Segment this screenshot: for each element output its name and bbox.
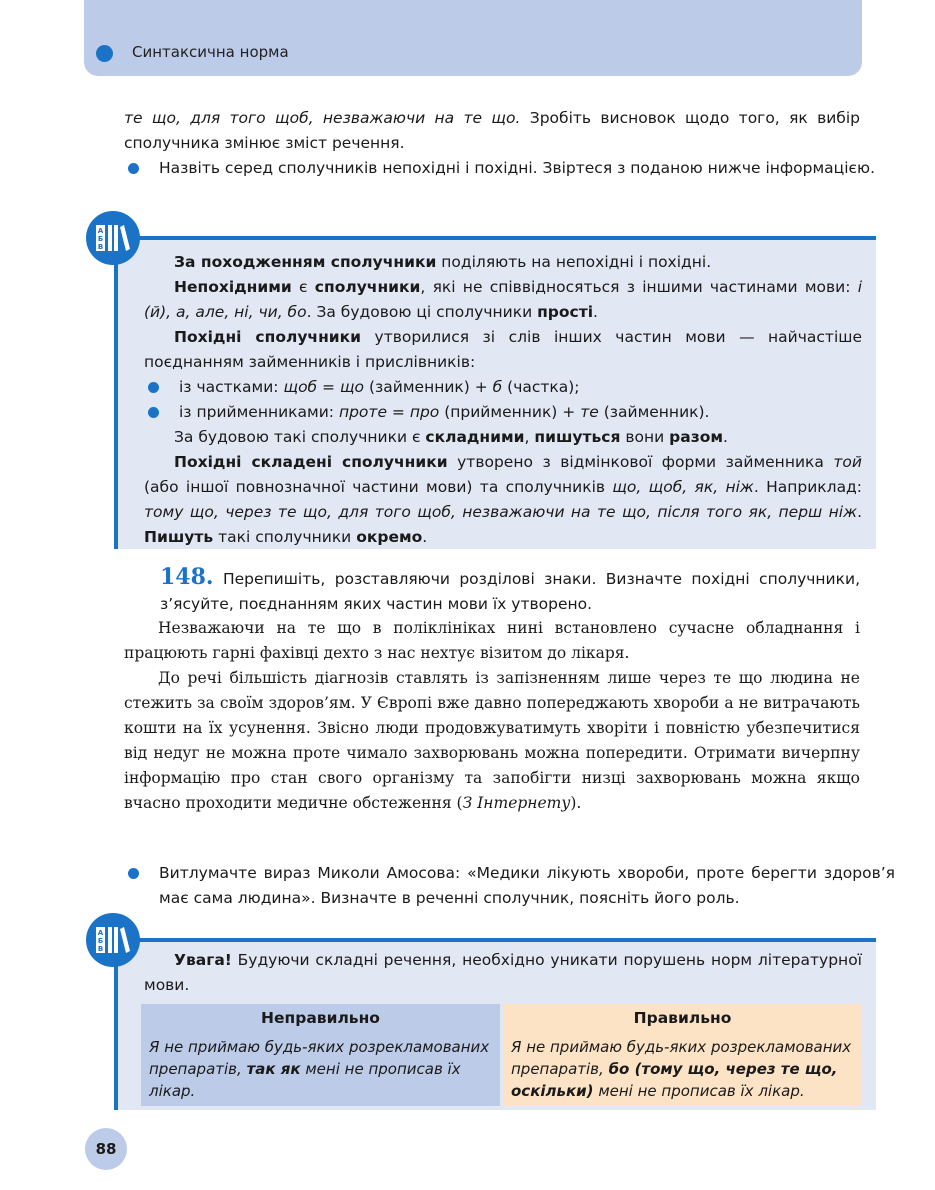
- italic: тому що, через те що, для того щоб, незважаючи на те що, після того як, перш ніж: [144, 503, 858, 521]
- rule-box-origin: [114, 236, 876, 549]
- attention-line: [144, 948, 862, 998]
- svg-text:В: В: [97, 945, 104, 953]
- bold: Пишуть: [144, 528, 214, 546]
- rule-line: [144, 325, 862, 375]
- comparison-table: [138, 1004, 865, 1106]
- intro-bullet: Назвіть серед сполучників непохідні і похідні. Звіртеся з поданою нижче інформацією.: [124, 156, 895, 181]
- text: (частка);: [502, 378, 580, 396]
- book-abc-icon: [86, 913, 140, 967]
- exercise-paragraph: [124, 666, 860, 816]
- rule-line: [144, 450, 862, 550]
- text: мені не прописав їх лікар.: [149, 1060, 461, 1100]
- text: (займенник).: [598, 403, 710, 421]
- attention-label: Увага!: [174, 951, 232, 969]
- exercise-text: [124, 616, 860, 816]
- book-abc-icon-svg: [95, 924, 131, 956]
- rule-top-line: [114, 236, 876, 240]
- text: .: [593, 303, 598, 321]
- exercise-task-text: Перепишіть, розставляючи розділові знаки. Визначте похідні сполучники, з’ясуйте, поєднанням яких частин мови їх утворено.: [160, 570, 860, 613]
- text: (або іншої повнозначної частини мови) та сполучників: [144, 478, 613, 496]
- text: ,: [524, 428, 535, 446]
- bold: Похідні складені сполучники: [174, 453, 448, 471]
- text: , які не співвідносяться з іншими частинами мови:: [420, 278, 858, 296]
- book-abc-icon: [86, 211, 140, 265]
- rule-bullet: [144, 375, 862, 400]
- rule-line: [144, 425, 862, 450]
- italic: проте = про: [338, 403, 440, 421]
- cell-wrong: [141, 1032, 500, 1106]
- italic: той: [833, 453, 862, 471]
- book-abc-icon-svg: [95, 222, 131, 254]
- exercise-task: [160, 565, 860, 617]
- source: З Інтернету: [462, 794, 571, 812]
- text: .: [857, 503, 862, 521]
- text: утворено з відмінкової форми займенника: [447, 453, 834, 471]
- text: Я не приймаю будь-яких розрекламованих препаратів,: [149, 1038, 490, 1078]
- text: .: [422, 528, 428, 546]
- text: За будовою такі сполучники є: [174, 428, 426, 446]
- rule-top-line: [114, 938, 876, 942]
- svg-text:А: А: [97, 929, 104, 937]
- text: вони: [620, 428, 670, 446]
- text: мені не прописав їх лікар.: [593, 1082, 805, 1100]
- svg-text:В: В: [97, 243, 104, 251]
- italic: те: [580, 403, 599, 421]
- cell-right: [503, 1032, 862, 1106]
- bold: сполучники: [314, 278, 421, 296]
- text: утворилися зі слів інших частин мови — найчастіше поєднанням займенників і прислівників:: [144, 328, 862, 371]
- italic: що, щоб, як, ніж: [612, 478, 754, 496]
- column-right: Правильно: [503, 1004, 862, 1032]
- bold: Непохідними: [174, 278, 292, 296]
- exercise-number: 148.: [160, 564, 214, 590]
- svg-text:Б: Б: [97, 235, 104, 243]
- exercise-paragraph: Незважаючи на те що в поліклініках нині встановлено сучасне обладнання і працюють гарні фахівці дехто з нас нехтує візитом до лікаря.: [124, 619, 860, 662]
- text: (займенник) +: [364, 378, 493, 396]
- rule-left-line: [114, 236, 118, 549]
- italic: б: [492, 378, 503, 396]
- bold: складними: [425, 428, 525, 446]
- table-header-row: [141, 1004, 862, 1032]
- rule-line: [144, 275, 862, 325]
- text: . За будовою ці сполучники: [306, 303, 538, 321]
- text: . Наприклад:: [753, 478, 863, 496]
- bold: так як: [246, 1060, 301, 1078]
- italic: і (й), а, але, ні, чи, бо: [144, 278, 862, 321]
- attention-text: [144, 948, 862, 998]
- svg-text:Б: Б: [97, 937, 104, 945]
- rule-box-attention: [114, 938, 876, 1110]
- text: поділяють на непохідні і похідні.: [436, 253, 712, 271]
- column-wrong: Неправильно: [141, 1004, 500, 1032]
- rule-line: [144, 250, 862, 275]
- text: Я не приймаю будь-яких розрекламованих препаратів,: [511, 1038, 852, 1078]
- text: із прийменниками:: [179, 403, 339, 421]
- bold: За походженням сполучники: [174, 253, 437, 271]
- bold: бо (тому що, через те що, оскільки): [511, 1060, 838, 1100]
- text: ).: [570, 794, 582, 812]
- text: До речі більшість діагнозів ставлять із запізненням лише через те що людина не стежить за своїм здоров’ям. У Європі вже давно попереджають хвороби а не витрачають кошти на їх усунення. Звісно люди продовжуватимуть хворіти і повністю убезпечитися від недуг не можна проте чимало захворювань можна попередити. Отримати вичерпну інформацію про стан свого організму та запобігти низці захворювань можна якщо вчасно проходити медичне обстеження (: [124, 669, 860, 812]
- intro-italic: те що, для того щоб, незважаючи на те що.: [124, 109, 521, 127]
- bold: разом: [669, 428, 724, 446]
- intro-rest: Зробіть висновок щодо того, як вибір сполучника змінює зміст речення.: [124, 109, 860, 152]
- page-number: 88: [85, 1128, 127, 1170]
- section-bullet-icon: [96, 45, 113, 62]
- text: (прийменник) +: [439, 403, 581, 421]
- bold: прості: [537, 303, 594, 321]
- text: такі сполучники: [213, 528, 357, 546]
- bold: Похідні сполучники: [174, 328, 362, 346]
- page-header: [84, 0, 862, 76]
- bold: пишуться: [534, 428, 621, 446]
- rule-bullet: [144, 400, 862, 425]
- section-title: Синтаксична норма: [132, 43, 289, 61]
- text: Будуючи складні речення, необхідно уникати порушень норм літературної мови.: [144, 951, 862, 994]
- text: є: [291, 278, 315, 296]
- bold: окремо: [356, 528, 423, 546]
- exercise-bullet: Витлумачте вираз Миколи Амосова: «Медики лікують хвороби, проте берегти здоров’я має сама людина». Визначте в реченні сполучник, поясніть його роль.: [124, 861, 895, 911]
- text: із частками:: [179, 378, 284, 396]
- rule-text: [144, 250, 862, 550]
- comparison-table-wrap: [138, 1004, 865, 1106]
- text: .: [723, 428, 728, 446]
- table-row: [141, 1032, 862, 1106]
- italic: щоб = що: [283, 378, 365, 396]
- intro-paragraph: [124, 106, 860, 156]
- svg-text:А: А: [97, 227, 104, 235]
